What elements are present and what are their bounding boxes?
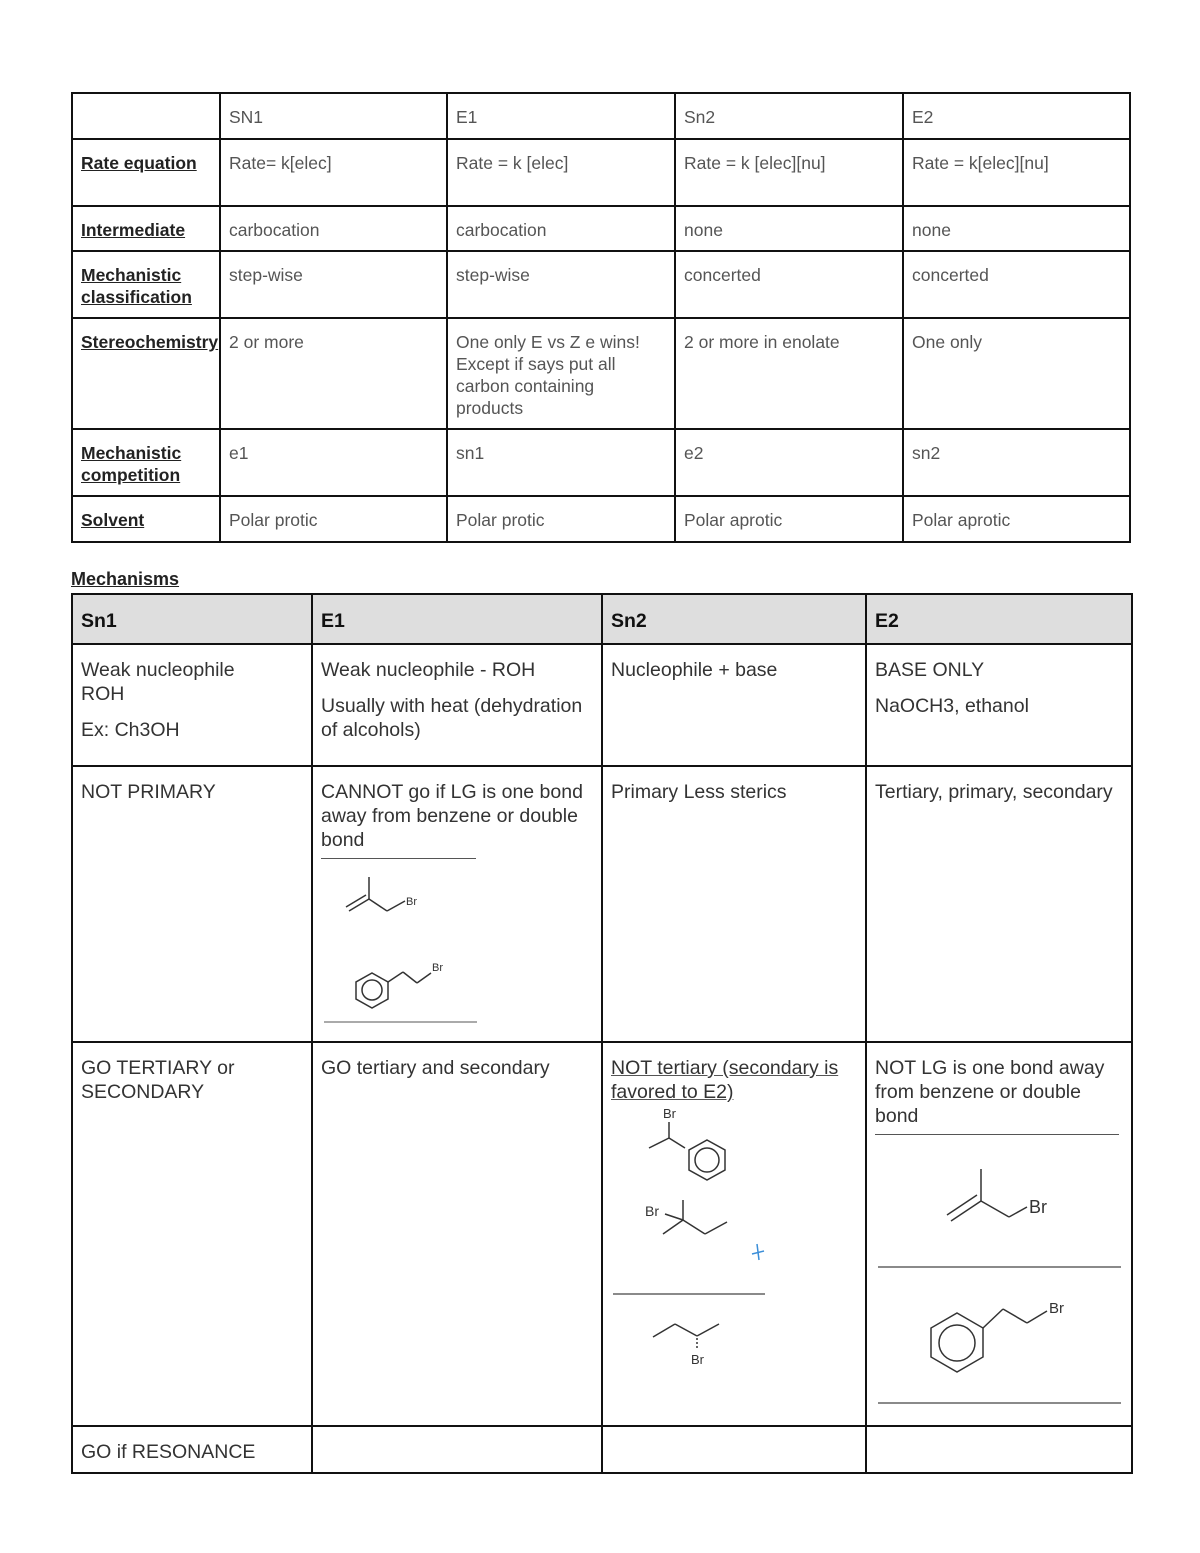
header-cell-e1: E1	[447, 93, 675, 139]
mechanisms-heading: Mechanisms	[71, 569, 180, 589]
header-cell-sn2: Sn2	[675, 93, 903, 139]
bromine-label: Br	[1049, 1300, 1064, 1317]
structure-drawings	[611, 1104, 781, 1379]
cell-text: NaOCH3, ethanol	[875, 695, 1029, 717]
table-cell: One only	[903, 318, 1130, 429]
phenylethyl-bromide-structure	[649, 1106, 725, 1180]
cell-text: CANNOT go if LG is one bond away from benzene or double bond	[321, 781, 583, 851]
table-cell: Rate= k[elec]	[220, 139, 447, 206]
header-cell-sn2: Sn2	[602, 594, 866, 644]
table-cell: concerted	[903, 251, 1130, 318]
header-cell-e2: E2	[866, 594, 1132, 644]
table-row	[72, 318, 1130, 429]
table-cell: none	[903, 206, 1130, 251]
structure-drawings	[875, 1135, 1125, 1415]
phenethyl-bromide-structure	[931, 1300, 1064, 1372]
table-cell: Polar protic	[447, 496, 675, 542]
table-cell: Rate = k[elec][nu]	[903, 139, 1130, 206]
table-cell: concerted	[675, 251, 903, 318]
cell-text: NOT tertiary (secondary is favored to E2)	[611, 1057, 839, 1103]
table-cell: step-wise	[220, 251, 447, 318]
cell-text: Ex: Ch3OH	[81, 719, 180, 741]
mechanisms-header-row	[72, 594, 1132, 644]
table-cell	[72, 1042, 312, 1426]
table-cell	[866, 644, 1132, 766]
table-cell: 2 or more in enolate	[675, 318, 903, 429]
phenethyl-bromide-structure	[356, 962, 443, 1008]
row-label: Mechanistic competition	[72, 429, 220, 496]
table-cell: Rate = k [elec][nu]	[675, 139, 903, 206]
allyl-bromide-structure	[947, 1169, 1047, 1221]
table-cell: e2	[675, 429, 903, 496]
sec-butyl-bromide-structure	[653, 1324, 719, 1367]
table-cell: carbocation	[220, 206, 447, 251]
row-label: Intermediate	[72, 206, 220, 251]
table-cell: 2 or more	[220, 318, 447, 429]
header-cell-sn1: Sn1	[72, 594, 312, 644]
cell-text: Weak nucleophile ROH	[81, 659, 235, 705]
table-cell: carbocation	[447, 206, 675, 251]
header-cell-sn1: SN1	[220, 93, 447, 139]
bromine-label: Br	[1029, 1197, 1047, 1217]
header-cell-e1: E1	[312, 594, 602, 644]
table-row	[72, 429, 1130, 496]
table-cell: Polar protic	[220, 496, 447, 542]
table-cell	[312, 766, 602, 1042]
table-cell: Polar aprotic	[903, 496, 1130, 542]
table-cell: One only E vs Z e wins! Except if says put all carbon containing products	[447, 318, 675, 429]
cell-text: NOT LG is one bond away from benzene or double bond	[875, 1057, 1105, 1127]
table-cell	[312, 1042, 602, 1426]
table-cell: Rate = k [elec]	[447, 139, 675, 206]
header-cell	[72, 93, 220, 139]
table-cell	[602, 1042, 866, 1426]
cell-text: GO if RESONANCE	[81, 1441, 256, 1463]
cell-text: Tertiary, primary, secondary	[875, 781, 1113, 803]
summary-table	[71, 92, 1131, 543]
cell-text: Weak nucleophile - ROH	[321, 659, 536, 681]
table-cell	[866, 1426, 1132, 1473]
cell-text: GO tertiary and secondary	[321, 1057, 550, 1079]
row-label: Rate equation	[72, 139, 220, 206]
cell-text: Primary Less sterics	[611, 781, 787, 803]
table-row	[72, 496, 1130, 542]
summary-header-row	[72, 93, 1130, 139]
table-cell	[866, 1042, 1132, 1426]
table-row	[72, 206, 1130, 251]
table-cell	[312, 1426, 602, 1473]
table-cell	[72, 1426, 312, 1473]
table-cell: sn1	[447, 429, 675, 496]
allyl-bromide-structure	[346, 877, 417, 911]
table-cell: step-wise	[447, 251, 675, 318]
table-cell	[312, 644, 602, 766]
table-row	[72, 766, 1132, 1042]
table-cell	[72, 644, 312, 766]
table-row	[72, 644, 1132, 766]
table-cell: e1	[220, 429, 447, 496]
handwritten-mark	[752, 1244, 764, 1260]
table-cell: sn2	[903, 429, 1130, 496]
structure-drawings	[321, 859, 481, 1025]
bromine-label: Br	[645, 1203, 659, 1219]
row-label: Mechanistic classification	[72, 251, 220, 318]
table-row	[72, 1426, 1132, 1473]
header-cell-e2: E2	[903, 93, 1130, 139]
mechanisms-table	[71, 593, 1133, 1474]
bromine-label: Br	[691, 1352, 704, 1367]
table-row	[72, 139, 1130, 206]
bromine-label: Br	[663, 1106, 676, 1121]
table-cell	[602, 644, 866, 766]
row-label: Solvent	[72, 496, 220, 542]
table-row	[72, 251, 1130, 318]
table-cell	[866, 766, 1132, 1042]
bromine-label: Br	[406, 896, 417, 908]
tert-amyl-bromide-structure	[645, 1200, 764, 1260]
table-cell	[72, 766, 312, 1042]
cell-text: BASE ONLY	[875, 659, 985, 681]
cell-text: Usually with heat (dehydration of alcohols)	[321, 695, 583, 741]
table-cell	[602, 766, 866, 1042]
row-label: Stereochemistry	[72, 318, 220, 429]
table-cell: Polar aprotic	[675, 496, 903, 542]
table-cell: none	[675, 206, 903, 251]
table-row	[72, 1042, 1132, 1426]
table-cell	[602, 1426, 866, 1473]
cell-text: NOT PRIMARY	[81, 781, 216, 803]
bromine-label: Br	[432, 962, 443, 974]
cell-text: GO TERTIARY or SECONDARY	[81, 1057, 235, 1103]
cell-text: Nucleophile + base	[611, 659, 778, 681]
